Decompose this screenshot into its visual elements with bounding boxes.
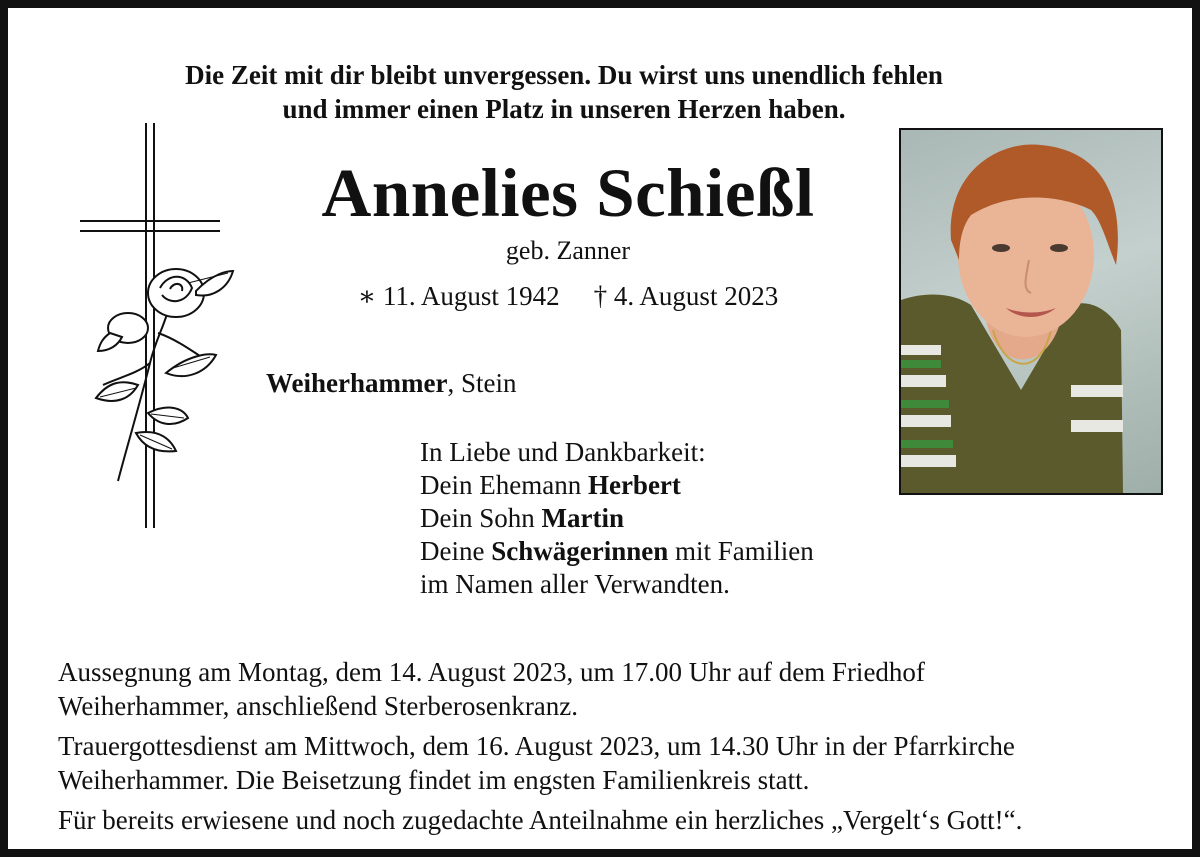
place-of-residence [266,368,516,399]
family-intro: In Liebe und Dankbarkeit: [420,437,706,467]
family-line-husband-prefix: Dein Ehemann [420,470,588,500]
blessing-line-2: Weiherhammer, anschließend Sterberosenkranz. [58,691,579,721]
birth-date: ∗ 11. August 1942 [357,281,560,311]
family-signature [420,436,814,601]
family-line-relatives: im Namen aller Verwandten. [420,569,730,599]
family-line-sil-suffix: mit Familien [668,536,814,566]
mass-line-1: Trauergottesdienst am Mittwoch, dem 16. August 2023, um 14.30 Uhr in der Pfarrkirche [58,731,1015,761]
portrait-illustration [901,130,1161,493]
funeral-mass [58,729,1168,797]
memorial-quote [108,58,1020,126]
family-line-sil-prefix: Deine [420,536,492,566]
family-line-son [420,502,814,535]
family-line-husband [420,469,814,502]
place-rest: , Stein [447,368,517,398]
funeral-information [58,655,1168,843]
thanks-note: Für bereits erwiesene und noch zugedachte Anteilnahme ein herzliches „Vergelt‘s Gott!“. [58,805,1023,835]
family-line-husband-name: Herbert [587,470,681,500]
quote-line-1: Die Zeit mit dir bleibt unvergessen. Du wirst uns unendlich fehlen [185,60,943,90]
quote-line-2: und immer einen Platz in unseren Herzen haben. [282,94,846,124]
place-town: Weiherhammer [266,368,448,398]
family-line-sisters-in-law [420,535,814,568]
maiden-name: geb. Zanner [505,236,631,265]
death-date: † 4. August 2023 [593,281,779,311]
blessing-line-1: Aussegnung am Montag, dem 14. August 2023, um 17.00 Uhr auf dem Friedhof [58,657,925,687]
blessing-service [58,655,1168,723]
family-line-son-name: Martin [541,503,624,533]
family-line-son-prefix: Dein Sohn [420,503,542,533]
mass-line-2: Weiherhammer. Die Beisetzung findet im engsten Familienkreis statt. [58,765,810,795]
family-line-sil-name: Schwägerinnen [491,536,669,566]
deceased-name: Annelies Schießl [321,155,815,231]
portrait-photo [899,128,1163,495]
